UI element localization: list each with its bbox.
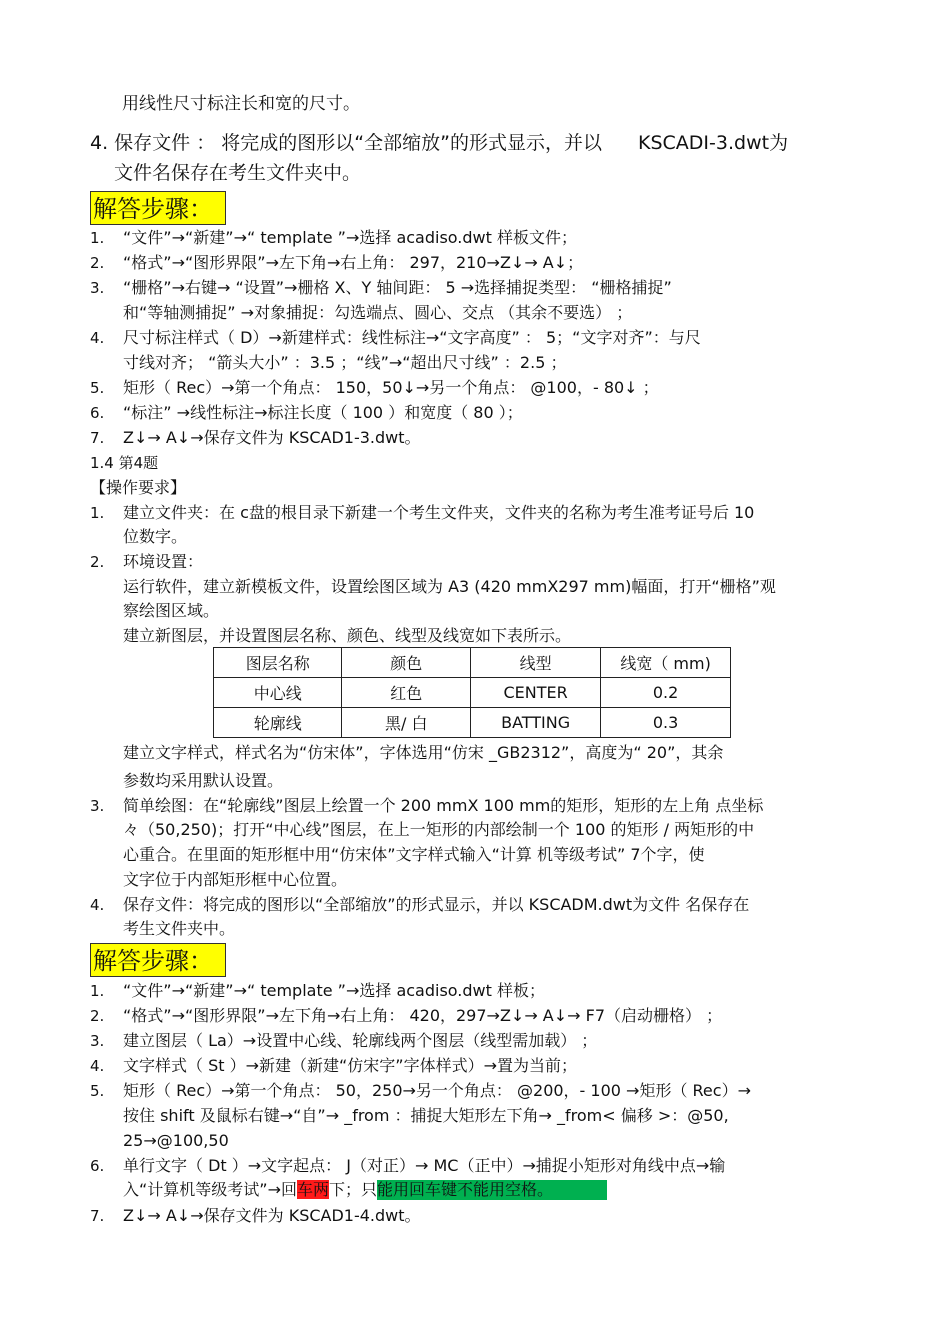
req-line: 简单绘图：在“轮廓线”图层上绘置一个 200 mmX 100 mm的矩形，矩形的左上角 点坐标 (123, 796, 764, 815)
table-header-cell: 线型 (471, 648, 601, 678)
step-line: Z↓→ A↓→保存文件为 KSCAD1-4.dwt。 (123, 1206, 421, 1225)
step-line: “文件”→“新建”→“ template ”→选择 acadiso.dwt 样板文件； (123, 228, 577, 247)
table-header-cell: 图层名称 (214, 648, 342, 678)
table-cell: 0.2 (601, 678, 731, 708)
req-number: 1. (90, 504, 105, 522)
intro-item-4-file: KSCADI-3.dwt为 (638, 132, 789, 154)
step-number: 6. (90, 1157, 105, 1175)
req-line: 参数均采用默认设置。 (123, 771, 284, 790)
section-title: 1.4 第4题 (90, 454, 159, 472)
step-number: 7. (90, 1207, 105, 1225)
req-line: 々（50,250)；打开“中心线”图层，在上一矩形的内部绘制一个 100 的矩形 / 两矩形的中 (123, 820, 755, 839)
table-cell: CENTER (471, 678, 601, 708)
table-row (214, 708, 731, 738)
step-text: 入“计算机等级考试”→回 (123, 1180, 297, 1199)
table-cell: 0.3 (601, 708, 731, 738)
req-number: 4. (90, 896, 105, 914)
table-cell: 黑/ 白 (342, 708, 471, 738)
step-line: “栅格”→右键→ “设置”→栅格 X、Y 轴间距： 5 →选择捕捉类型： “栅格捕捉” (123, 278, 672, 297)
step-number: 5. (90, 379, 105, 397)
step-line: 矩形（ Rec）→第一个角点： 150，50↓→另一个角点： @100，- 80↓ ； (123, 378, 659, 397)
step-line: 矩形（ Rec）→第一个角点： 50，250→另一个角点： @200，- 100 →矩形（ Rec）→ (123, 1081, 751, 1100)
req-number: 2. (90, 553, 105, 571)
step-number: 4. (90, 329, 105, 347)
step-number: 1. (90, 229, 105, 247)
step-number: 4. (90, 1057, 105, 1075)
table-header-row (214, 648, 731, 678)
req-line: 运行软件，建立新模板文件，设置绘图区域为 A3 (420 mmX297 mm)幅面，打开“栅格”观 (123, 577, 776, 596)
req-line: 考生文件夹中。 (123, 919, 236, 938)
req-line: 察绘图区域。 (123, 601, 220, 620)
step-number: 6. (90, 404, 105, 422)
req-line: 环境设置： (123, 552, 204, 571)
req-line: 建立文字样式，样式名为“仿宋体”，字体选用“仿宋 _GB2312”，高度为“ 20”，其余 (123, 743, 724, 762)
step-number: 1. (90, 982, 105, 1000)
requirements-label: 【操作要求】 (90, 478, 187, 497)
step-number: 5. (90, 1082, 105, 1100)
step-line: 建立图层（ La）→设置中心线、轮廓线两个图层（线型需加载） ； (123, 1031, 598, 1050)
table-cell: 轮廓线 (214, 708, 342, 738)
step-line: “文件”→“新建”→“ template ”→选择 acadiso.dwt 样板； (123, 981, 545, 1000)
req-line: 位数字。 (123, 527, 188, 546)
layer-table (213, 647, 731, 738)
step-line: “格式”→“图形界限”→左下角→右上角： 297，210→Z↓→ A↓； (123, 253, 584, 272)
step-number: 7. (90, 429, 105, 447)
table-cell: 红色 (342, 678, 471, 708)
step-line-highlighted (123, 1180, 607, 1200)
step-line: 按住 shift 及鼠标右键→“自”→ _from ：捕捉大矩形左下角→ _from< 偏移 >：@50, (123, 1106, 729, 1125)
req-number: 3. (90, 797, 105, 815)
intro-item-4 (90, 130, 788, 156)
red-highlight: 车两 (297, 1180, 330, 1199)
step-text: 下；只 (329, 1180, 378, 1199)
step-line: 寸线对齐； “箭头大小” ：3.5 ；“线”→“超出尺寸线” ：2.5 ； (123, 353, 567, 372)
green-highlight: 能用回车键不能用空格。 (377, 1180, 607, 1200)
step-number: 2. (90, 254, 105, 272)
intro-item-4-cont: 文件名保存在考生文件夹中。 (114, 162, 362, 184)
intro-item-4-text: 将完成的图形以“全部缩放”的形式显示，并以 (221, 132, 602, 154)
req-line: 建立文件夹：在 c盘的根目录下新建一个考生文件夹，文件夹的名称为考生准考证号后 10 (123, 503, 755, 522)
step-number: 3. (90, 279, 105, 297)
table-cell: 中心线 (214, 678, 342, 708)
step-line: 文字样式（ St ）→新建（新建“仿宋字”字体样式）→置为当前； (123, 1056, 577, 1075)
step-line: Z↓→ A↓→保存文件为 KSCAD1-3.dwt。 (123, 428, 421, 447)
step-line: “标注” →线性标注→标注长度（ 100 ）和宽度（ 80 ）； (123, 403, 523, 422)
step-line: 单行文字（ Dt ）→文字起点： J（对正）→ MC（正中）→捕捉小矩形对角线中点→输 (123, 1156, 726, 1175)
answer-heading-2: 解答步骤： (90, 943, 226, 977)
table-row (214, 678, 731, 708)
answer-heading-1: 解答步骤： (90, 191, 226, 225)
intro-continuation: 用线性尺寸标注长和宽的尺寸。 (122, 94, 360, 114)
step-line: 和“等轴测捕捉” →对象捕捉：勾选端点、圆心、交点 （其余不要选） ； (123, 303, 633, 322)
table-cell: BATTING (471, 708, 601, 738)
req-line: 文字位于内部矩形框中心位置。 (123, 870, 348, 889)
step-line: “格式”→“图形界限”→左下角→右上角： 420，297→Z↓→ A↓→ F7（启动栅格） ； (123, 1006, 723, 1025)
table-header-cell: 颜色 (342, 648, 471, 678)
step-line: 25→@100,50 (123, 1131, 229, 1150)
req-line: 心重合。在里面的矩形框中用“仿宋体”文字样式输入“计算 机等级考试” 7个字，使 (123, 845, 705, 864)
table-header-cell: 线宽（ mm) (601, 648, 731, 678)
step-number: 3. (90, 1032, 105, 1050)
step-number: 2. (90, 1007, 105, 1025)
req-line: 保存文件：将完成的图形以“全部缩放”的形式显示，并以 KSCADM.dwt为文件 名保存在 (123, 895, 750, 914)
step-line: 尺寸标注样式（ D）→新建样式：线性标注→“文字高度” ： 5；“文字对齐”：与尺 (123, 328, 701, 347)
intro-item-4-label: 4. 保存文件 ： (90, 132, 216, 154)
req-line: 建立新图层，并设置图层名称、颜色、线型及线宽如下表所示。 (123, 626, 572, 645)
